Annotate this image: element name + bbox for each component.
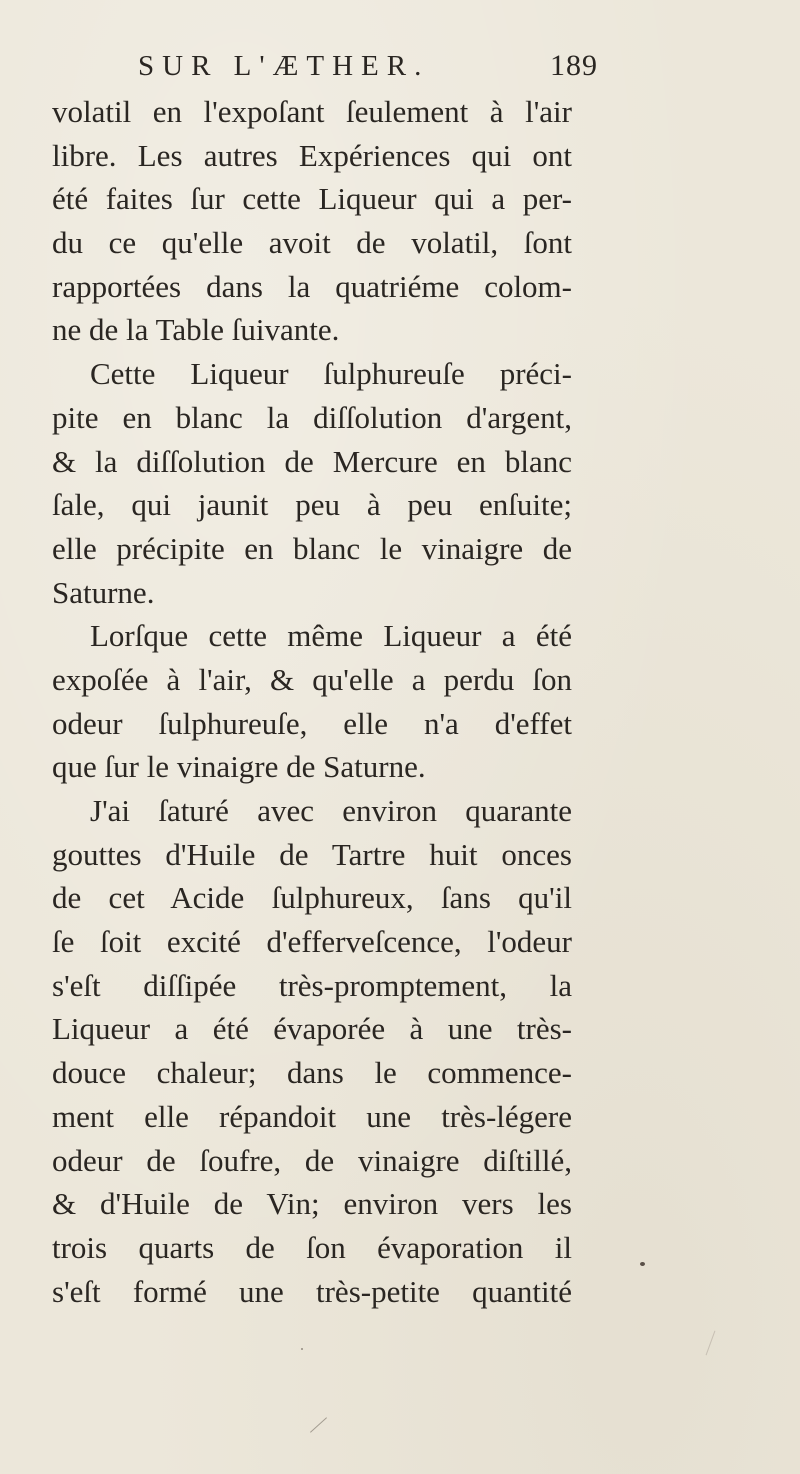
text-line: été faites ſur cette Liqueur qui a per- — [52, 181, 572, 217]
text-line: Saturne. — [52, 574, 155, 610]
text-line: de cet Acide ſulphureux, ſans qu'il — [52, 880, 572, 916]
text-line: ſe ſoit excité d'effervеſcence, l'odeur — [52, 924, 572, 960]
running-title: SUR L'ÆTHER. — [138, 50, 430, 82]
page-number: 189 — [550, 49, 598, 82]
text-line: Lorſque cette même Liqueur a été — [90, 618, 572, 654]
text-line: ſale, qui jaunit peu à peu enſuite; — [52, 487, 572, 523]
text-line: trois quarts de ſon évaporation il — [52, 1229, 572, 1265]
running-head — [138, 44, 598, 88]
body-text — [52, 90, 572, 1313]
text-line: & d'Huile de Vin; environ vers les — [52, 1186, 572, 1222]
text-line: elle précipite en blanc le vinaigre de — [52, 530, 572, 566]
paper-speck — [640, 1262, 645, 1266]
text-line: odeur de ſoufre, de vinaigre diſtillé, — [52, 1142, 572, 1178]
text-line: pite en blanc la diſſolution d'argent, — [52, 399, 572, 435]
text-line: ment elle répandoit une très-légere — [52, 1098, 572, 1134]
text-line: Cette Liqueur ſulphureuſe préci- — [90, 356, 572, 392]
text-line: gouttes d'Huile de Tartre huit onces — [52, 836, 572, 872]
text-line: expoſée à l'air, & qu'elle a perdu ſon — [52, 661, 572, 697]
paper-scratch — [310, 1417, 327, 1432]
text-line: ne de la Table ſuivante. — [52, 312, 340, 348]
text-line: du ce qu'elle avoit de volatil, ſont — [52, 225, 572, 261]
text-line: douce chaleur; dans le commence- — [52, 1055, 572, 1091]
text-line: s'eſt formé une très-petite quantité — [52, 1273, 572, 1309]
text-line: libre. Les autres Expériences qui ont — [52, 137, 572, 173]
paper-scratch — [706, 1331, 716, 1356]
text-line: & la diſſolution de Mercure en blanc — [52, 443, 572, 479]
text-line: volatil en l'expoſant ſeulement à l'air — [52, 94, 572, 129]
text-line: s'eſt diſſipée très-promptement, la — [52, 967, 572, 1003]
text-line: J'ai ſaturé avec environ quarante — [90, 793, 572, 828]
paper-speck — [301, 1348, 303, 1350]
text-line: rapportées dans la quatriéme colom- — [52, 268, 572, 304]
text-line: que ſur le vinaigre de Saturne. — [52, 749, 426, 785]
text-line: Liqueur a été évaporée à une très- — [52, 1011, 572, 1047]
text-line: odeur ſulphureuſe, elle n'a d'effet — [52, 705, 572, 741]
